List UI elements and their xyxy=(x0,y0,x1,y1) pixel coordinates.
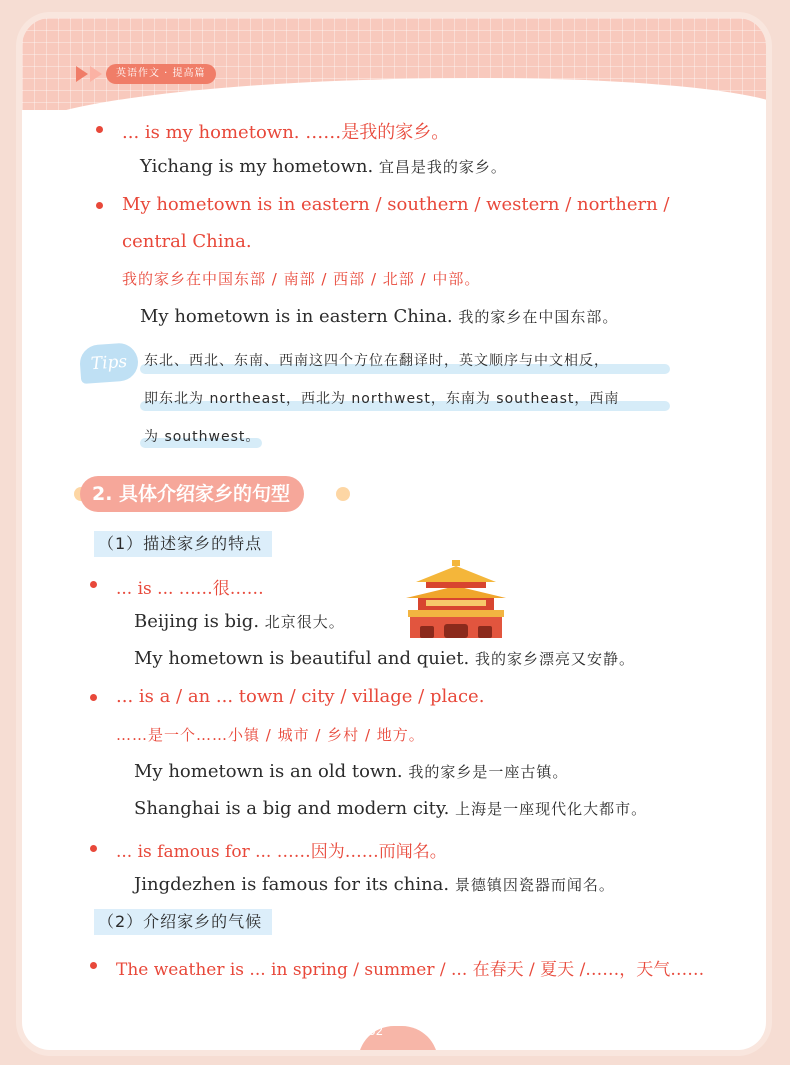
section-dot-icon xyxy=(336,487,350,501)
example-beautiful-quiet: My hometown is beautiful and quiet. 我的家乡漂亮又安静。 xyxy=(134,648,635,669)
pattern-town-city-cn: ……是一个……小镇 / 城市 / 乡村 / 地方。 xyxy=(116,726,425,744)
header-arrows-icon xyxy=(76,66,102,82)
bullet-icon xyxy=(90,962,97,969)
tips-line2: 即东北为 northeast，西北为 northwest，东南为 southeast，西南 xyxy=(144,391,620,407)
pattern-is: ... is ... ……很…… xyxy=(116,579,264,599)
pattern-weather: The weather is ... in spring / summer / ... 在春天 / 夏天 /……，天气…… xyxy=(116,960,705,980)
tiananmen-icon xyxy=(404,560,508,640)
bullet-icon xyxy=(96,202,103,209)
pattern-direction-cn: 我的家乡在中国东部 / 南部 / 西部 / 北部 / 中部。 xyxy=(122,270,481,288)
pattern-direction-line1: My hometown is in eastern / southern / western / northern / xyxy=(122,194,670,215)
subsection-climate: （2）介绍家乡的气候 xyxy=(94,909,272,935)
pattern-town-city: ... is a / an ... town / city / village / place. xyxy=(116,686,485,707)
subsection-features: （1）描述家乡的特点 xyxy=(94,531,272,557)
bullet-icon xyxy=(96,126,103,133)
tips-line1: 东北、西北、东南、西南这四个方位在翻译时，英文顺序与中文相反， xyxy=(144,353,609,369)
bullet-icon xyxy=(90,845,97,852)
tips-badge: Tips xyxy=(79,342,140,384)
pattern-direction-line2: central China. xyxy=(122,231,252,252)
header-title: 英语作文 · 提高篇 xyxy=(106,64,216,84)
example-shanghai: Shanghai is a big and modern city. 上海是一座现代化大都市。 xyxy=(134,798,648,819)
bullet-icon xyxy=(90,581,97,588)
example-yichang: Yichang is my hometown. 宜昌是我的家乡。 xyxy=(140,156,507,177)
tips-line3: 为 southwest。 xyxy=(144,429,261,445)
pattern-hometown: ... is my hometown. ……是我的家乡。 xyxy=(122,122,450,143)
pattern-famous-for: ... is famous for ... ……因为……而闻名。 xyxy=(116,842,447,862)
example-old-town: My hometown is an old town. 我的家乡是一座古镇。 xyxy=(134,761,569,782)
example-jingdezhen: Jingdezhen is famous for its china. 景德镇因瓷器而闻名。 xyxy=(134,874,615,895)
example-eastern-china: My hometown is in eastern China. 我的家乡在中国东部。 xyxy=(140,306,619,327)
bullet-icon xyxy=(90,694,97,701)
page-number: 62 xyxy=(368,1024,384,1038)
example-beijing: Beijing is big. 北京很大。 xyxy=(134,611,345,632)
section-title: 2. 具体介绍家乡的句型 xyxy=(80,476,304,512)
